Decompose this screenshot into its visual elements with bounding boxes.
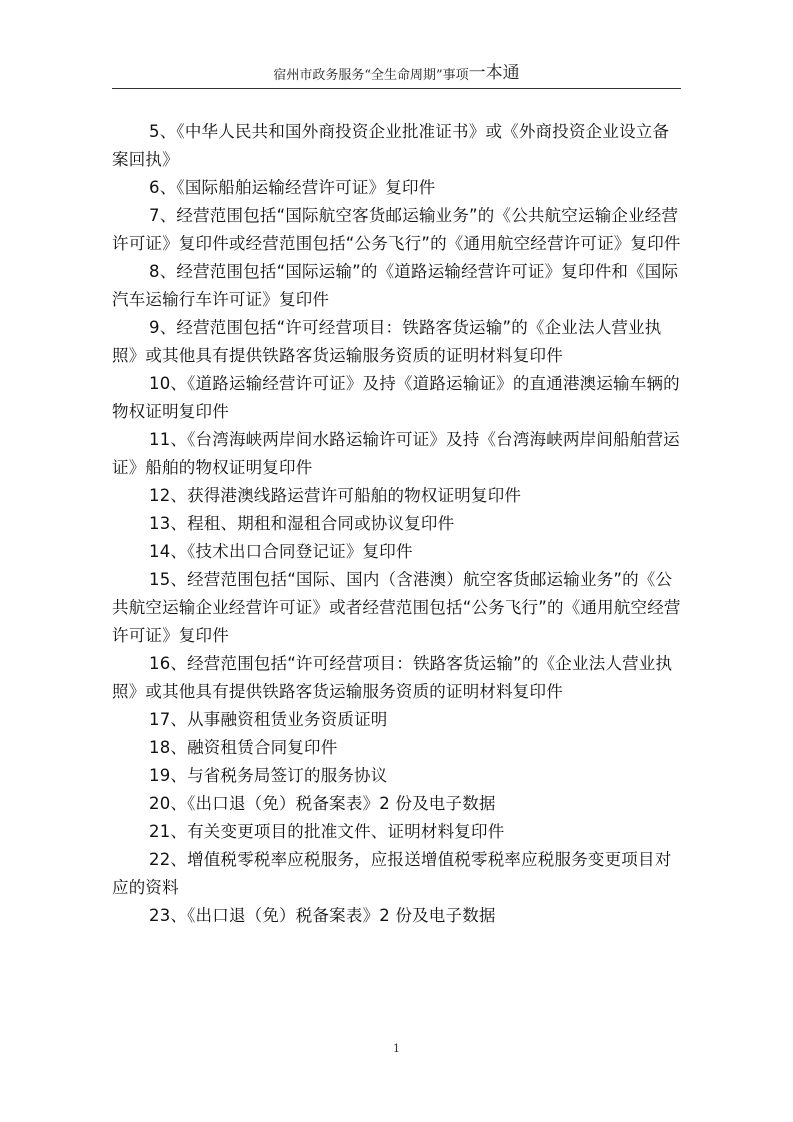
list-item: [112, 174, 685, 202]
list-item-text: 12、获得港澳线路运营许可船舶的物权证明复印件: [149, 486, 522, 505]
list-item-text: 5、《中华人民共和国外商投资企业批准证书》或《外商投资企业: [149, 122, 620, 141]
list-item-text: 项目对应的资料: [112, 850, 672, 897]
list-item-text: 20、《出口退（免）税备案表》2 份及电子数据: [149, 794, 496, 813]
page-header: [112, 58, 681, 89]
list-item-text: 11、《台湾海峡两岸间水路运输许可证》及持《台湾海峡两岸间: [149, 430, 614, 449]
list-item: [112, 258, 685, 314]
list-item: [112, 706, 685, 734]
list-item-text: 营业执照》或其他具有提供铁路客货运输服务资质的证明材料复印件: [112, 318, 662, 365]
header-suffix: 一本通: [468, 63, 520, 83]
list-item-text: 件: [546, 682, 563, 701]
list-item-text: 6、《国际船舶运输经营许可证》复印件: [149, 178, 436, 197]
list-item-text: 8、经营范围包括“国际运输”的《道路运输经营许可证》复印件: [149, 262, 612, 281]
list-item-text: 和《国际汽车运输行车许可证》复印件: [112, 262, 679, 309]
list-item-text: 16、经营范围包括“许可经营项目：铁路客货运输”的《企业法: [149, 654, 606, 673]
list-item: [112, 790, 685, 818]
list-item: [112, 846, 685, 902]
list-item-text: 19、与省税务局签订的服务协议: [149, 766, 388, 785]
list-item: [112, 482, 685, 510]
list-item-text: 15、经营范围包括“国际、国内（含港澳）航空客货邮运输业务”: [149, 570, 623, 589]
list-item-text: 的《公共航空运输企业经营许可证》或者经营范围包括“公务飞行”: [112, 570, 673, 617]
list-item-text: 输车辆的物权证明复印件: [112, 374, 680, 421]
list-item-text: 企业经营许可证》复印件或经营范围包括“公务飞行”的《通用航空: [112, 206, 679, 253]
list-item-text: 经营许可证》复印件: [530, 234, 681, 253]
header-title: 宿州市政务服务“全生命周期”事项: [273, 68, 469, 83]
list-item-text: 21、有关变更项目的批准文件、证明材料复印件: [149, 822, 505, 841]
list-item: [112, 762, 685, 790]
list-item: [112, 510, 685, 538]
list-item-text: 的《通用航空经营许可证》复印件: [112, 598, 681, 645]
list-item: [112, 650, 685, 706]
list-item: [112, 314, 685, 370]
list-item: [112, 734, 685, 762]
list-item: [112, 370, 685, 426]
list-item-text: 23、《出口退（免）税备案表》2 份及电子数据: [149, 906, 496, 925]
list-item-text: 14、《技术出口合同登记证》复印件: [149, 542, 413, 561]
list-item: [112, 202, 685, 258]
list-item: [112, 118, 685, 174]
list-item-text: 13、程租、期租和湿租合同或协议复印件: [149, 514, 455, 533]
list-item-text: 人营业执照》或其他具有提供铁路客货运输服务资质的证明材料复印: [112, 654, 673, 701]
document-body: [112, 118, 685, 930]
list-item-text: 18、融资租赁合同复印件: [149, 738, 338, 757]
list-item-text: 17、从事融资租赁业务资质证明: [149, 710, 388, 729]
list-item-text: 22、增值税零税率应税服务，应报送增值税零税率应税服务变更: [149, 850, 622, 869]
list-item: [112, 566, 685, 650]
list-item: [112, 538, 685, 566]
list-item-text: 9、经营范围包括“许可经营项目：铁路客货运输”的《企业法人: [149, 318, 612, 337]
list-item: [112, 426, 685, 482]
list-item: [112, 902, 685, 930]
list-item-text: 10、《道路运输经营许可证》及持《道路运输证》的直通港澳运: [149, 374, 614, 393]
list-item-text: 船舶营运证》船舶的物权证明复印件: [112, 430, 680, 477]
page-number: 1: [393, 1042, 400, 1055]
list-item-text: 7、经营范围包括“国际航空客货邮运输业务”的《公共航空运输: [149, 206, 612, 225]
list-item: [112, 818, 685, 846]
list-item-text: 设立备案回执》: [112, 122, 670, 169]
